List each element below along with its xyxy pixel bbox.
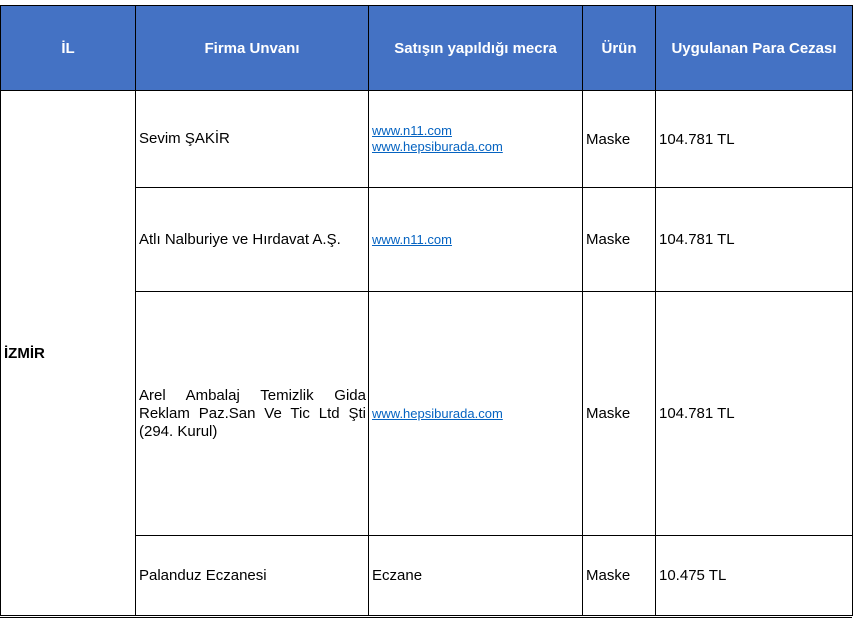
fine-cell: 104.781 TL [656, 292, 853, 536]
table-row [1, 91, 853, 188]
channel-link[interactable]: www.hepsiburada.com [372, 405, 503, 421]
channel-cell: Eczane [369, 536, 583, 616]
channel-cell [369, 292, 583, 536]
channel-cell [369, 188, 583, 292]
firm-name: Sevim ŞAKİR [136, 91, 369, 188]
bottom-rule [0, 617, 852, 618]
header-firma: Firma Unvanı [136, 6, 369, 91]
product-cell: Maske [583, 91, 656, 188]
header-mecra: Satışın yapıldığı mecra [369, 6, 583, 91]
fine-cell: 10.475 TL [656, 536, 853, 616]
header-urun: Ürün [583, 6, 656, 91]
header-row [1, 6, 853, 91]
header-ceza: Uygulanan Para Cezası [656, 6, 853, 91]
firm-name: Arel Ambalaj Temizlik Gida Reklam Paz.San Ve Tic Ltd Şti (294. Kurul) [136, 292, 369, 536]
fine-cell: 104.781 TL [656, 188, 853, 292]
firm-name: Atlı Nalburiye ve Hırdavat A.Ş. [136, 188, 369, 292]
product-cell: Maske [583, 536, 656, 616]
product-cell: Maske [583, 188, 656, 292]
channel-cell [369, 91, 583, 188]
channel-link[interactable]: www.n11.com [372, 123, 452, 138]
channel-link[interactable]: www.hepsiburada.com [372, 139, 503, 154]
fine-cell: 104.781 TL [656, 91, 853, 188]
header-il: İL [1, 6, 136, 91]
province-cell: İZMİR [1, 91, 136, 616]
channel-link[interactable]: www.n11.com [372, 231, 452, 247]
firm-name: Palanduz Eczanesi [136, 536, 369, 616]
product-cell: Maske [583, 292, 656, 536]
fines-table [0, 5, 853, 616]
